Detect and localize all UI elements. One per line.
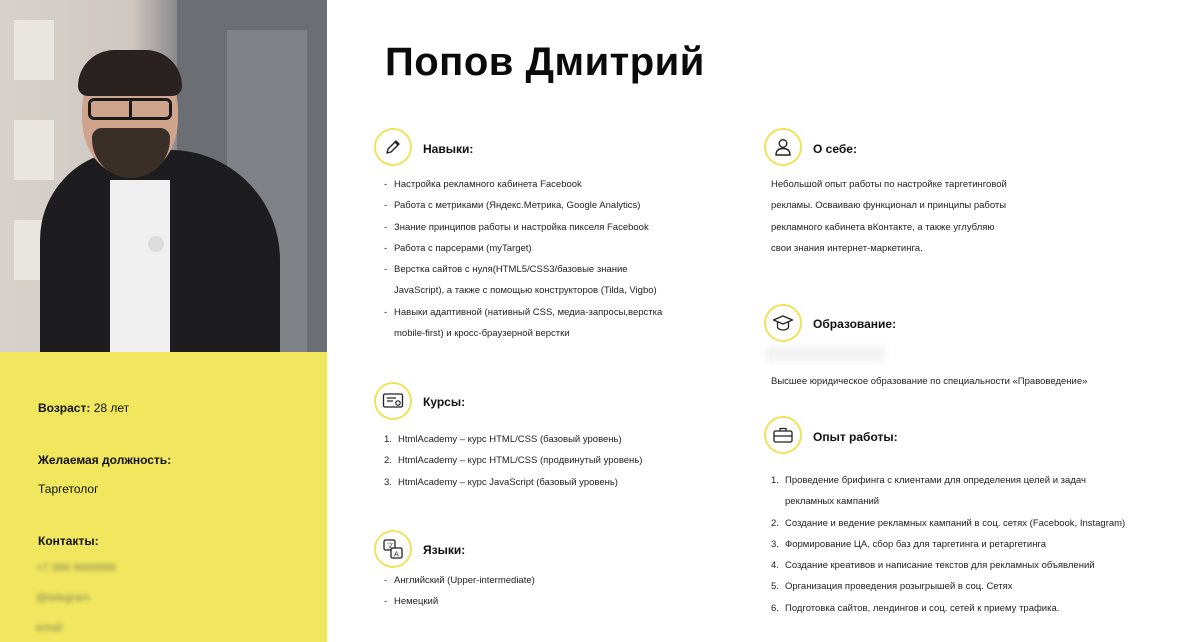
list-item: - Настройка рекламного кабинета Facebook xyxy=(384,174,662,195)
photo-glasses xyxy=(88,98,172,120)
list-item: - Английский (Upper-intermediate) xyxy=(384,570,535,591)
list-item: 1. Проведение брифинга с клиентами для определения целей и задач xyxy=(771,475,1086,486)
certificate-icon xyxy=(374,382,412,420)
profile-sidebar xyxy=(0,0,327,642)
graduation-cap-icon xyxy=(764,304,802,342)
photo-pin-badge xyxy=(148,236,164,252)
list-item: 5. Организация проведения розыгрышей в соц. Сетях xyxy=(771,581,1013,593)
list-item: 3. Формирование ЦА, сбор баз для таргетинга и ретаргетинга xyxy=(771,538,1046,550)
education-text: Высшее юридическое образование по специальности «Правоведение» xyxy=(771,376,1088,387)
photo-window xyxy=(14,120,54,180)
svg-text:A: A xyxy=(394,550,399,559)
list-item: - Работа с парсерами (myTarget) xyxy=(384,238,662,259)
about-text xyxy=(771,174,1007,259)
skills-title: Навыки: xyxy=(423,142,474,156)
skills-list xyxy=(384,174,662,344)
courses-list xyxy=(384,429,642,493)
briefcase-icon xyxy=(764,416,802,454)
photo-shirt xyxy=(110,180,170,352)
list-item: 2. Создание и ведение рекламных кампаний в соц. сетях (Facebook, Instagram) xyxy=(771,517,1126,529)
list-item: 4. Создание креативов и написание текстов для рекламных объявлений xyxy=(771,560,1095,572)
svg-text:文: 文 xyxy=(386,542,394,550)
experience-list xyxy=(771,470,1125,619)
user-icon xyxy=(764,128,802,166)
list-item: 1. HtmlAcademy – курс HTML/CSS (базовый уровень) xyxy=(384,434,622,445)
photo-hair xyxy=(78,50,182,96)
age-label: Возраст: xyxy=(38,401,91,415)
page-title: Попов Дмитрий xyxy=(385,40,705,84)
position-value: Таргетолог xyxy=(38,482,99,496)
blurred-placeholder xyxy=(765,346,885,362)
list-item: mobile-first) и кросс-браузерной верстки xyxy=(394,328,570,340)
list-item: JavaScript), а также с помощью конструкторов (Tilda, Vigbo) xyxy=(394,285,657,297)
list-item: рекламных кампаний xyxy=(785,496,880,508)
experience-title: Опыт работы: xyxy=(813,430,898,444)
contact-phone: +7 999 9999999 xyxy=(36,562,116,574)
age-row xyxy=(38,401,129,415)
list-item: 2. HtmlAcademy – курс HTML/CSS (продвинутый уровень) xyxy=(384,455,643,467)
list-item: - Навыки адаптивной (нативный CSS, медиа-запросы,верстка xyxy=(384,302,662,323)
about-line: свои знания интернет-маркетинга. xyxy=(771,242,923,254)
list-item: - Работа с метриками (Яндекс.Метрика, Google Analytics) xyxy=(384,195,662,216)
about-title: О себе: xyxy=(813,142,857,156)
courses-title: Курсы: xyxy=(423,395,466,409)
photo-window xyxy=(14,20,54,80)
education-title: Образование: xyxy=(813,317,897,331)
translate-icon xyxy=(374,530,412,568)
position-label: Желаемая должность: xyxy=(38,453,172,467)
contact-telegram: @telegram xyxy=(36,592,90,604)
about-line: рекламного кабинета вКонтакте, а также углубляю xyxy=(771,221,995,233)
contact-email: email xyxy=(36,622,63,634)
list-item: 3. HtmlAcademy – курс JavaScript (базовый уровень) xyxy=(384,476,618,488)
contacts-label: Контакты: xyxy=(38,534,99,548)
age-value: 28 лет xyxy=(93,401,130,415)
pencil-icon xyxy=(374,128,412,166)
languages-list xyxy=(384,570,535,613)
about-line: рекламы. Осваиваю функционал и принципы работы xyxy=(771,200,1007,212)
list-item: - Верстка сайтов с нуля(HTML5/CSS3/базовые знание xyxy=(384,259,662,280)
list-item: - Знание принципов работы и настройка пикселя Facebook xyxy=(384,217,662,238)
about-line: Небольшой опыт работы по настройке таргетинговой xyxy=(771,179,1007,190)
list-item: 6. Подготовка сайтов, лендингов и соц. сетей к приему трафика. xyxy=(771,602,1060,614)
profile-photo xyxy=(0,0,327,352)
list-item: - Немецкий xyxy=(384,591,535,612)
languages-title: Языки: xyxy=(423,543,466,557)
